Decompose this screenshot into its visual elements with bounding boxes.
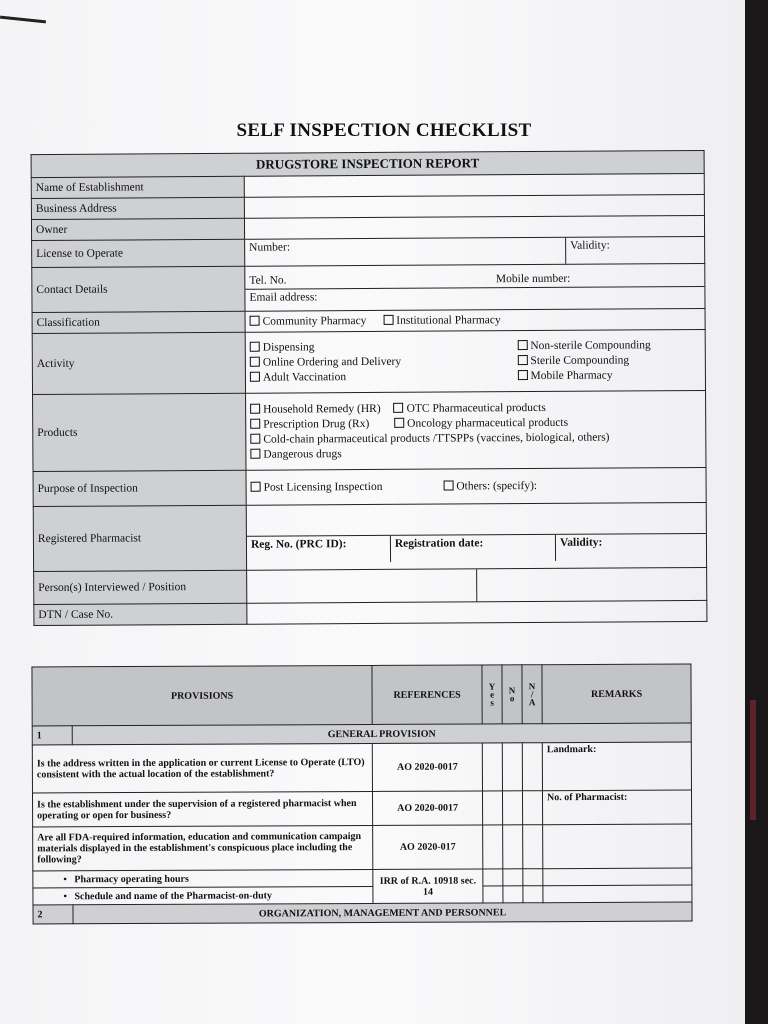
- dark-background-edge: [745, 0, 768, 1024]
- option-institutional: Institutional Pharmacy: [396, 314, 501, 327]
- checkbox[interactable]: [250, 448, 260, 458]
- remark-cell[interactable]: [543, 824, 692, 869]
- purpose-option: Post Licensing Inspection: [263, 480, 383, 494]
- page-title: SELF INSPECTION CHECKLIST: [236, 120, 532, 141]
- na-header: N/A: [527, 680, 538, 705]
- background-red-mark: [750, 700, 756, 820]
- owner-field[interactable]: [244, 215, 704, 239]
- activity-label: Activity: [32, 332, 245, 394]
- no-cell[interactable]: [503, 869, 523, 886]
- reference: AO 2020-017: [373, 825, 483, 869]
- inspection-report-table: [31, 150, 708, 626]
- report-heading: DRUGSTORE INSPECTION REPORT: [31, 150, 704, 177]
- reg-date-field[interactable]: Registration date:: [391, 535, 556, 562]
- remarks-header: REMARKS: [542, 664, 691, 724]
- yes-cell[interactable]: [483, 886, 503, 903]
- yes-cell[interactable]: [482, 791, 502, 825]
- reference: IRR of R.A. 10918 sec. 14: [373, 869, 483, 903]
- checkbox[interactable]: [251, 482, 261, 492]
- checkbox[interactable]: [517, 370, 527, 380]
- pharmacist-label: Registered Pharmacist: [33, 505, 246, 571]
- section-number: 1: [32, 726, 72, 745]
- lto-number[interactable]: Number:: [245, 238, 566, 266]
- mobile-field[interactable]: Mobile number:: [495, 272, 571, 285]
- yes-cell[interactable]: [483, 869, 503, 886]
- lto-label: License to Operate: [32, 239, 245, 267]
- na-cell[interactable]: [522, 791, 542, 825]
- bullet-text: Schedule and name of the Pharmacist-on-duty: [74, 889, 272, 902]
- name-label: Name of Establishment: [31, 176, 244, 198]
- products-label: Products: [33, 393, 246, 471]
- checkbox[interactable]: [250, 342, 260, 352]
- checkbox[interactable]: [250, 357, 260, 367]
- reg-no-field[interactable]: Reg. No. (PRC ID):: [247, 536, 391, 563]
- classification-label: Classification: [32, 311, 245, 333]
- checkbox[interactable]: [443, 480, 453, 490]
- interviewed-label: Person(s) Interviewed / Position: [34, 570, 247, 604]
- name-field[interactable]: [244, 173, 704, 197]
- reference: AO 2020-0017: [372, 743, 482, 791]
- address-field[interactable]: [244, 194, 704, 218]
- remark-cell[interactable]: [543, 868, 692, 886]
- product-option: Dangerous drugs: [263, 447, 342, 461]
- reg-validity-field[interactable]: Validity:: [559, 536, 603, 549]
- checkbox[interactable]: [383, 315, 393, 325]
- position-field[interactable]: [477, 568, 706, 601]
- checkbox[interactable]: [250, 433, 260, 443]
- remark-cell[interactable]: No. of Pharmacist:: [542, 790, 691, 825]
- dtn-field[interactable]: [247, 600, 707, 624]
- product-option: Prescription Drug (Rx): [263, 417, 370, 431]
- checkbox[interactable]: [250, 372, 260, 382]
- bullet-item: • Pharmacy operating hours: [33, 869, 373, 887]
- tel-field[interactable]: Tel. No.: [249, 274, 287, 287]
- checkbox[interactable]: [394, 417, 404, 427]
- question-iec-materials: Are all FDA-required information, education and communication campaign materials displayed in the establishment's conspicuous place including the following?: [33, 825, 373, 870]
- purpose-option: Others: (specify):: [456, 479, 538, 493]
- pharmacist-name-field[interactable]: [247, 503, 706, 537]
- checkbox[interactable]: [250, 418, 260, 428]
- activity-option: Mobile Pharmacy: [530, 369, 613, 383]
- question-pharmacist: Is the establishment under the supervision of a registered pharmacist when operating or open for business?: [32, 791, 372, 826]
- yes-cell[interactable]: [482, 743, 502, 791]
- section-title: ORGANIZATION, MANAGEMENT AND PERSONNEL: [73, 902, 692, 924]
- provisions-header: PROVISIONS: [32, 665, 372, 725]
- remark-cell[interactable]: Landmark:: [542, 742, 691, 791]
- question-address: Is the address written in the application or current License to Operate (LTO) consistent with the actual location of the establishment?: [32, 743, 372, 792]
- owner-label: Owner: [31, 218, 244, 240]
- dtn-label: DTN / Case No.: [34, 603, 247, 625]
- no-cell[interactable]: [503, 886, 523, 903]
- checkbox[interactable]: [250, 316, 260, 326]
- na-cell[interactable]: [523, 886, 543, 903]
- bullet-text: Pharmacy operating hours: [74, 873, 189, 885]
- email-field[interactable]: Email address:: [249, 290, 318, 304]
- no-cell[interactable]: [503, 825, 523, 869]
- option-community: Community Pharmacy: [262, 315, 367, 328]
- na-cell[interactable]: [523, 825, 543, 869]
- activity-option: Dispensing: [262, 341, 315, 354]
- product-option: OTC Pharmaceutical products: [406, 401, 546, 415]
- activity-option: Adult Vaccination: [262, 371, 347, 384]
- checkbox[interactable]: [250, 403, 260, 413]
- product-option: Oncology pharmaceutical products: [407, 416, 569, 430]
- no-header: No: [507, 684, 518, 701]
- activity-option: Sterile Compounding: [530, 354, 630, 368]
- remark-cell[interactable]: [543, 885, 692, 903]
- section-title: GENERAL PROVISION: [72, 723, 691, 745]
- yes-cell[interactable]: [483, 825, 503, 869]
- product-option: Cold-chain pharmaceutical products /TTSPPs (vaccines, biological, others): [263, 431, 610, 446]
- bullet-item: • Schedule and name of the Pharmacist-on-duty: [33, 886, 373, 904]
- interviewed-field[interactable]: [247, 569, 477, 602]
- lto-validity[interactable]: Validity:: [570, 239, 610, 252]
- checkbox[interactable]: [517, 355, 527, 365]
- na-cell[interactable]: [523, 869, 543, 886]
- activity-option: Non-sterile Compounding: [530, 339, 651, 353]
- references-header: REFERENCES: [372, 665, 482, 724]
- provisions-table: [31, 664, 692, 925]
- section-number: 2: [33, 905, 73, 924]
- checkbox[interactable]: [394, 402, 404, 412]
- na-cell[interactable]: [522, 743, 542, 791]
- yes-header: Yes: [487, 680, 498, 705]
- contact-label: Contact Details: [32, 266, 245, 312]
- no-cell[interactable]: [502, 743, 522, 791]
- purpose-label: Purpose of Inspection: [33, 470, 246, 506]
- no-cell[interactable]: [502, 791, 522, 825]
- address-label: Business Address: [31, 197, 244, 219]
- checkbox[interactable]: [517, 340, 527, 350]
- activity-option: Online Ordering and Delivery: [262, 355, 402, 369]
- product-option: Household Remedy (HR): [263, 402, 381, 416]
- reference: AO 2020-0017: [372, 791, 482, 825]
